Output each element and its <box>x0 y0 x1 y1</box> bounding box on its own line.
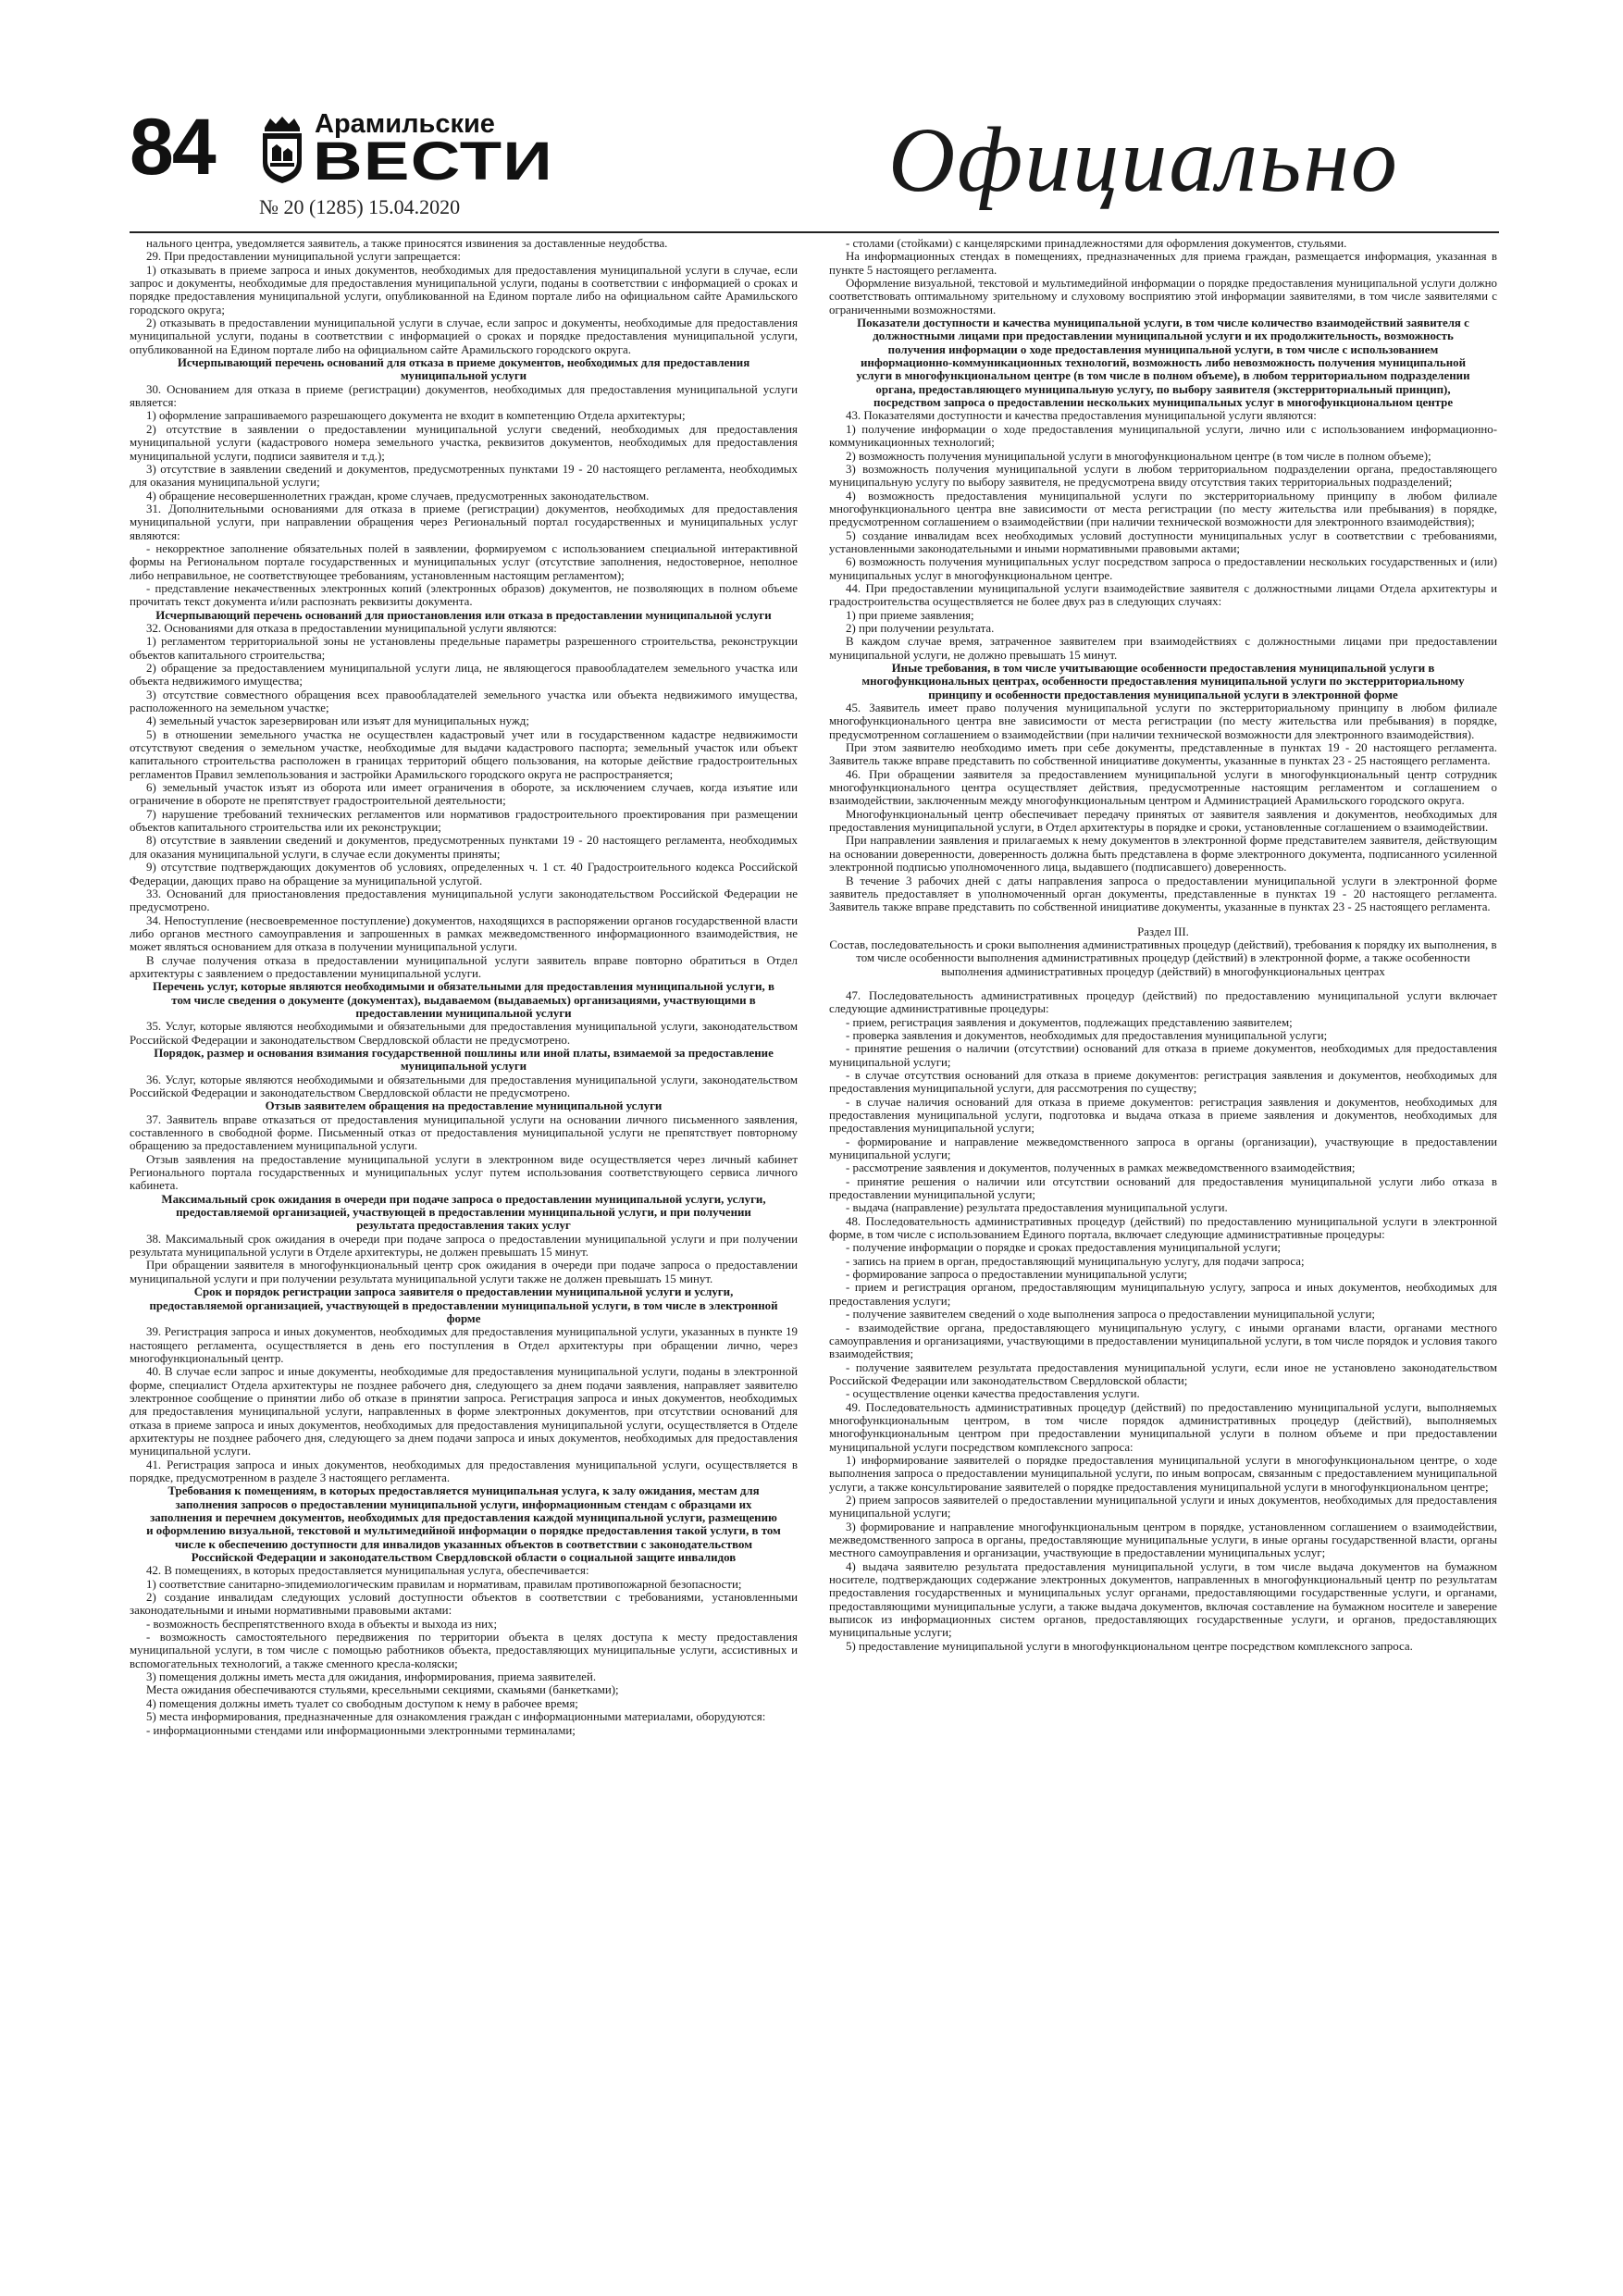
paragraph: 38. Максимальный срок ожидания в очереди при подаче запроса о предоставлении муниципальной услуги и при получении результата муниципальной услуги в Отделе архитектуры, не должен превышать 15 минут. <box>130 1232 798 1260</box>
paragraph: 6) земельный участок изъят из оборота или имеет ограничения в обороте, за исключением случаев, когда изъятие или ограничение в обороте не препятствует градостроительной деятельности; <box>130 781 798 808</box>
paragraph: - возможность самостоятельного передвижения по территории объекта в целях доступа к месту предоставления муниципальной услуги, в том числе с помощью работников объекта, предоставляющих муниципальные услуги, ассистивных и вспомогательных технологий, а также сменного кресла-коляски; <box>130 1631 798 1670</box>
paragraph: Оформление визуальной, текстовой и мультимедийной информации о порядке предоставления муниципальной услуги должно соответствовать оптимальному зрительному и слуховому восприятию этой информации заявителями, в том числе заявителями с ограниченными возможностями. <box>829 277 1497 316</box>
header-divider <box>130 231 1499 233</box>
logo-title-small: Арамильские <box>315 109 495 139</box>
paragraph: - прием, регистрация заявления и документов, подлежащих представлению заявителем; <box>846 1015 1293 1029</box>
paragraph: При обращении заявителя в многофункциональный центр срок ожидания в очереди при подаче запроса о предоставлении муниципальной услуги и при получении результата муниципальной услуги также не должен превышать 15 минут. <box>130 1259 798 1285</box>
paragraph: 2) обращение за предоставлением муниципальной услуги лица, не являющегося правообладателем земельного участка или объекта недвижимого имущества; <box>130 662 798 689</box>
section-heading: Показатели доступности и качества муниципальной услуги, в том числе количество взаимодействий заявителя с должностными лицами при предоставлении муниципальной услуги и их продолжительность, возможность получения информации о ходе предоставления муниципальной услуги, в том числе с использованием информационно-коммуникационных технологий, возможность либо невозможность получения муниципальной услуги в многофункциональном центре (в том числе в полном объеме), в любом территориальном подразделении органа, предоставляющего муниципальную услугу, по выбору заявителя (экстерриториальный принцип), посредством запроса о предоставлении нескольких муниципальных услуг в многофункциональном центре <box>856 316 1470 410</box>
section-heading: Отзыв заявителем обращения на предоставление муниципальной услуги <box>265 1099 663 1113</box>
paragraph: 30. Основанием для отказа в приеме (регистрации) документов, необходимых для предоставления муниципальной услуги является: <box>130 382 798 410</box>
section-heading: Максимальный срок ожидания в очереди при подаче запроса о предоставлении муниципальной услуги, услуги, предоставляемой организацией, участвующей в предоставлении муниципальной услуги, и при получении результата предоставления таких услуг <box>161 1192 766 1233</box>
paragraph: 3) возможность получения муниципальной услуги в любом территориальном подразделении органа, предоставляющего муниципальную услугу по выбору заявителя, не предусмотрена ввиду отсутствия таких территориальных подразделений; <box>829 462 1497 490</box>
paragraph: - выдача (направление) результата предоставления муниципальной услуги. <box>846 1201 1228 1215</box>
paragraph: 1) отказывать в приеме запроса и иных документов, необходимых для предоставления муниципальной услуги в случае, если запрос и документы, необходимые для предоставления муниципальной услуги, поданы в соответствии с информацией о сроках и порядке предоставления муниципальной услуги, опубликованной на Едином портале либо на официальном сайте Арамильского городского округа; <box>130 263 798 316</box>
paragraph: В каждом случае время, затраченное заявителем при взаимодействиях с должностными лицами при предоставлении муниципальной услуги, не должно превышать 15 минут. <box>829 635 1497 662</box>
paragraph: 1) регламентом территориальной зоны не установлены предельные параметры разрешенного строительства, реконструкции объектов капитального строительства; <box>130 635 798 662</box>
paragraph: 33. Оснований для приостановления предоставления муниципальной услуги законодательством Российской Федерации не предусмотрено. <box>130 887 798 914</box>
paragraph: 4) выдача заявителю результата предоставления муниципальной услуги, в том числе выдача документов на бумажном носителе, подтверждающих содержание электронных документов, направленных в многофункциональный центр по результатам предоставления государственных и муниципальных услуг органами, предоставляющими государственные услуги, и органами, предоставляющими муниципальные услуги, а также выдача документов, включая составление на бумажном носителе и заверение выписок из информационных систем органов, предоставляющих государственные услуги, и органов, предоставляющих муниципальные услуги; <box>829 1559 1497 1640</box>
paragraph: 6) возможность получения муниципальных услуг посредством запроса о предоставлении нескольких государственных и (или) муниципальных услуг в многофункциональном центре. <box>829 555 1497 582</box>
paragraph: - в случае наличия оснований для отказа в приеме документов: регистрация заявления и документов, необходимых для предоставления муниципальной услуги, подготовка и выдача отказа в приеме заявления и документов, необходимых для предоставления муниципальной услуги; <box>829 1095 1497 1136</box>
page-number: 84 <box>130 103 215 192</box>
paragraph: 43. Показателями доступности и качества предоставления муниципальной услуги являются: <box>846 409 1317 423</box>
paragraph: При направлении заявления и прилагаемых к нему документов в электронной форме представителем заявителя, действующим на основании доверенности, доверенность должна быть представлена в форме электронного документа, подписанного усиленной электронной подписью уполномоченного лица, выдавшего (подписавшего) доверенность. <box>829 834 1497 875</box>
paragraph: 48. Последовательность административных процедур (действий) по предоставлению муниципальной услуги в электронной форме, в том числе с использованием Единого портала, включает следующие административные процедуры: <box>829 1214 1497 1242</box>
paragraph: 9) отсутствие подтверждающих документов об условиях, определенных ч. 1 ст. 40 Градостроительного кодекса Российской Федерации, дающих право на обращение за муниципальной услугой. <box>130 861 798 887</box>
paragraph: - осуществление оценки качества предоставления услуги. <box>846 1387 1140 1401</box>
paragraph: 5) создание инвалидам всех необходимых условий доступности муниципальных услуг в соответствии с требованиями, установленными законодательными и иными нормативными правовыми актами; <box>829 528 1497 555</box>
paragraph: 1) соответствие санитарно-эпидемиологическим правилам и нормативам, правилам противопожарной безопасности; <box>146 1577 742 1591</box>
logo-title-main: ВЕСТИ <box>313 131 554 192</box>
paragraph: - принятие решения о наличии или отсутствии оснований для предоставления муниципальной услуги либо отказа в предоставлении муниципальной услуги; <box>829 1174 1497 1202</box>
paragraph: 35. Услуг, которые являются необходимыми и обязательными для предоставления муниципальной услуги, законодательством Российской Федерации и законодательством Свердловской области не предусмотрено. <box>130 1020 798 1047</box>
page-header <box>130 100 1499 230</box>
paragraph: - информационными стендами или информационными электронными терминалами; <box>146 1723 576 1737</box>
paragraph: 39. Регистрация запроса и иных документов, необходимых для предоставления муниципальной услуги, указанных в пункте 19 настоящего регламента, осуществляется в день его поступления в Отдел архитектуры при обращении лично, через многофункциональный центр. <box>130 1325 798 1365</box>
paragraph: 2) создание инвалидам следующих условий доступности объектов в соответствии с требованиями, установленными законодательными и иными нормативными правовыми актами: <box>130 1591 798 1618</box>
article-column-left <box>130 237 798 2217</box>
paragraph: - принятие решения о наличии (отсутствии) оснований для отказа в приеме документов, необходимых для предоставления муниципальной услуги; <box>829 1042 1497 1069</box>
paragraph: 40. В случае если запрос и иные документы, необходимые для предоставления муниципальной услуги, поданы в электронной форме, специалист Отдела архитектуры не позднее рабочего дня, следующего за днем подачи заявления, направляет заявителю электронное сообщение о принятии либо об отказе в принятии запроса. Регистрация запроса и иных документов, необходимых для предоставления муниципальной услуги, направленных в форме электронных документов, при отсутствии оснований для отказа в приеме запроса и иных документов, необходимых для предоставления муниципальной услуги, осуществляется в Отделе архитектуры не позднее рабочего дня, следующего за днем подачи запроса и иных документов, необходимых для предоставления муниципальной услуги. <box>130 1365 798 1458</box>
centered-heading: Состав, последовательность и сроки выполнения административных процедур (действий), требования к порядку их выполнения, в том числе особенности выполнения административных процедур (действий) в электронной форме, а также особенности выполнения административных процедур (действий) в многофункциональных центрах <box>829 937 1497 978</box>
paragraph: - рассмотрение заявления и документов, полученных в рамках межведомственного взаимодействия; <box>846 1161 1356 1175</box>
paragraph: 5) места информирования, предназначенные для ознакомления граждан с информационными материалами, оборудуются: <box>146 1710 766 1724</box>
paragraph: - проверка заявления и документов, необходимых для предоставления муниципальной услуги; <box>846 1028 1328 1042</box>
paragraph: 3) формирование и направление многофункциональным центром в порядке, установленном соглашением о взаимодействии, межведомственного запроса в органы, предоставляющие муниципальные услуги, в иные органы государственной власти, органы местного самоуправления и организации, участвующие в предоставлении муниципальных услуг; <box>829 1520 1497 1560</box>
paragraph: 4) помещения должны иметь туалет со свободным доступом к нему в рабочее время; <box>146 1696 578 1710</box>
paragraph: 41. Регистрация запроса и иных документов, необходимых для предоставления муниципальной услуги, осуществляется в порядке, предусмотренном в разделе 3 настоящего регламента. <box>130 1458 798 1484</box>
paragraph: 3) отсутствие в заявлении сведений и документов, предусмотренных пунктами 19 - 20 настоящего регламента, необходимых для оказания муниципальной услуги; <box>130 462 798 490</box>
paragraph: 1) получение информации о ходе предоставления муниципальной услуги, лично или с использованием информационно-коммуникационных технологий; <box>829 422 1497 450</box>
paragraph: 2) отказывать в предоставлении муниципальной услуги в случае, если запрос и документы, необходимые для предоставления муниципальной услуги, поданы в соответствии с информацией о сроках и порядке предоставления муниципальной услуги, опубликованной на Едином портале либо на официальном сайте Арамильского городского округа. <box>130 316 798 356</box>
article-column-right <box>829 237 1497 2217</box>
paragraph: 47. Последовательность административных процедур (действий) по предоставлению муниципальной услуги включает следующие административные процедуры: <box>829 988 1497 1016</box>
paragraph: нального центра, уведомляется заявитель, а также приносятся извинения за доставленные неудобства. <box>146 237 668 250</box>
section-heading: Требования к помещениям, в которых предоставляется муниципальная услуга, к залу ожидания, местам для заполнения запросов о предоставлении муниципальной услуги, информационным стендам с образцами их заполнения и перечнем документов, необходимых для предоставления каждой муниципальной услуги, размещению и оформлению визуальной, текстовой и мультимедийной информации о порядке предоставления такой услуги, в том числе к обеспечению доступности для инвалидов указанных объектов в соответствии с законодательством Российской Федерации и законодательством Свердловской области о социальной защите инвалидов <box>146 1484 781 1565</box>
paragraph: - некорректное заполнение обязательных полей в заявлении, формируемом с использованием специальной интерактивной формы на Региональном портале государственных и муниципальных услуг (отсутствие заполнения, недостоверное, неполное либо неправильное, не соответствующее требованиям, установленным настоящим регламентом); <box>130 541 798 582</box>
paragraph: - в случае отсутствия оснований для отказа в приеме документов: регистрация заявления и документов, необходимых для предоставления муниципальной услуги, для рассмотрения по существу; <box>829 1068 1497 1096</box>
paragraph: - получение заявителем сведений о ходе выполнения запроса о предоставлении муниципальной услуги; <box>846 1308 1375 1322</box>
paragraph: 3) отсутствие совместного обращения всех правообладателей земельного участка или объекта недвижимого имущества, расположенного на земельном участке; <box>130 688 798 715</box>
paragraph: На информационных стендах в помещениях, предназначенных для приема граждан, размещается информация, указанная в пункте 5 настоящего регламента. <box>829 250 1497 277</box>
paragraph: - получение заявителем результата предоставления муниципальной услуги, если иное не установлено законодательством Российской Федерации или законодательством Свердловской области; <box>829 1360 1497 1387</box>
paragraph: - столами (стойками) с канцелярскими принадлежностями для оформления документов, стульями. <box>846 237 1347 250</box>
paragraph: - формирование и направление межведомственного запроса в органы (организации), участвующие в предоставлении муниципальной услуги; <box>829 1135 1497 1162</box>
paragraph: - возможность беспрепятственного входа в объекты и выхода из них; <box>146 1617 498 1631</box>
paragraph: 42. В помещениях, в которых предоставляется муниципальная услуга, обеспечивается: <box>146 1564 589 1578</box>
coat-of-arms-icon <box>259 115 305 185</box>
paragraph: 8) отсутствие в заявлении сведений и документов, предусмотренных пунктами 19 - 20 настоящего регламента, необходимых для оказания муниципальной услуги, в случае если документы приняты; <box>130 834 798 861</box>
paragraph: 45. Заявитель имеет право получения муниципальной услуги по экстерриториальному принципу в любом филиале многофункционального центра вне зависимости от места регистрации (по месту жительства или пребывания) в порядке, предусмотренном соглашением о взаимодействии (при наличии технической возможности для электронного взаимодействия). <box>829 701 1497 741</box>
section-heading: Иные требования, в том числе учитывающие особенности предоставления муниципальной услуги в многофункциональных центрах, особенности предоставления муниципальной услуги по экстерриториальному принципу и особенности предоставления муниципальной услуги в электронной форме <box>861 662 1465 701</box>
paragraph: 44. При предоставлении муниципальной услуги взаимодействие заявителя с должностными лицами Отдела архитектуры и градостроительства осуществляется не более двух раз в следующих случаях: <box>829 581 1497 609</box>
paragraph: 4) земельный участок зарезервирован или изъят для муниципальных нужд; <box>146 714 529 728</box>
paragraph: 1) информирование заявителей о порядке предоставления муниципальной услуги в многофункциональном центре, о ходе выполнения запроса о предоставлении муниципальной услуги, по иным вопросам, связанным с предоставлением муниципальной услуги, а также консультирование заявителей о порядке предоставления муниципальной услуги в многофункциональном центре; <box>829 1453 1497 1494</box>
paragraph: При этом заявителю необходимо иметь при себе документы, представленные в пунктах 19 - 20 настоящего регламента. Заявитель также вправе представить по собственной инициативе документы, указанные в пунктах 23 - 25 настоящего регламента. <box>829 741 1497 768</box>
paragraph: 3) помещения должны иметь места для ожидания, информирования, приема заявителей. <box>146 1670 597 1684</box>
paragraph: 46. При обращении заявителя за предоставлением муниципальной услуги в многофункциональный центр сотрудник многофункционального центра осуществляет действия, предусмотренные настоящим регламентом и соглашением о взаимодействии, заключенным между многофункциональным центром и Администрацией Арамильского городского округа. <box>829 767 1497 808</box>
paragraph: Многофункциональный центр обеспечивает передачу принятых от заявителя заявления и документов, необходимых для предоставления муниципальной услуги, в Отдел архитектуры в порядке и сроки, установленные соглашением о взаимодействии. <box>829 807 1497 835</box>
paragraph: В случае получения отказа в предоставлении муниципальной услуги заявитель вправе повторно обратиться в Отдел архитектуры с заявлением о предоставлении муниципальной услуги. <box>130 953 798 980</box>
issue-info: № 20 (1285) 15.04.2020 <box>259 195 461 218</box>
paragraph: 5) в отношении земельного участка не осуществлен кадастровый учет или в государственном кадастре недвижимости отсутствуют сведения о земельном участке, необходимые для выдачи кадастрового паспорта; земельный участок или объект капитального строительства расположен в границах территорий общего пользования, на которые действие градостроительных регламентов Правил землепользования и застройки Арамильского городского округа не распространяется; <box>130 727 798 781</box>
section-heading: Исчерпывающий перечень оснований для отказа в приеме документов, необходимых для предоставления муниципальной услуги <box>177 356 750 383</box>
paragraph: 1) оформление запрашиваемого разрешающего документа не входит в компетенцию Отдела архитектуры; <box>146 409 686 423</box>
paragraph: 2) прием запросов заявителей о предоставлении муниципальной услуги и иных документов, необходимых для предоставления муниципальной услуги; <box>829 1493 1497 1520</box>
paragraph: 4) возможность предоставления муниципальной услуги по экстерриториальному принципу в любом филиале многофункционального центра вне зависимости от места регистрации (по месту жительства или пребывания) в порядке, предусмотренном соглашением о взаимодействии (при наличии технической возможности для электронного взаимодействия); <box>829 489 1497 529</box>
paragraph: 5) предоставление муниципальной услуги в многофункциональном центре посредством комплексного запроса. <box>846 1639 1413 1653</box>
paragraph: - получение информации о порядке и сроках предоставления муниципальной услуги; <box>846 1241 1282 1255</box>
paragraph: 32. Основаниями для отказа в предоставлении муниципальной услуги являются: <box>146 621 557 635</box>
paragraph: 34. Непоступление (несвоевременное поступление) документов, находящихся в распоряжении органов государственной власти либо органов местного самоуправления и запрошенных в рамках межведомственного информационного взаимодействия, не может являться основанием для отказа в получении муниципальной услуги. <box>130 913 798 954</box>
paragraph: 2) при получении результата. <box>846 621 995 635</box>
paragraph: - формирование запроса о предоставлении муниципальной услуги; <box>846 1268 1188 1282</box>
paragraph: Места ожидания обеспечиваются стульями, кресельными секциями, скамьями (банкетками); <box>146 1683 619 1697</box>
paragraph: 2) отсутствие в заявлении о предоставлении муниципальной услуги сведений, необходимых для предоставления муниципальной услуги (кадастрового номера земельного участка, реквизитов документов, необходимых для предоставления муниципальной услуги, подписи заявителя и т.д.); <box>130 422 798 463</box>
paragraph: 37. Заявитель вправе отказаться от предоставления муниципальной услуги на основании личного письменного заявления, составленного в свободной форме. Письменный отказ от предоставления муниципальной услуги не препятствует повторному обращению за предоставлением муниципальной услуги. <box>130 1112 798 1153</box>
paragraph: 4) обращение несовершеннолетних граждан, кроме случаев, предусмотренных законодательством. <box>146 489 650 503</box>
paragraph: 36. Услуг, которые являются необходимыми и обязательными для предоставления муниципальной услуги, законодательством Российской Федерации и законодательством Свердловской области не предусмотрено. <box>130 1073 798 1099</box>
paragraph: 49. Последовательность административных процедур (действий) по предоставлению муниципальной услуги, выполняемых многофункциональным центром, в том числе порядок административных процедур (действий), выполняемых многофункциональным центром при предоставлении муниципальной услуги в полном объеме и при предоставлении муниципальной услуги посредством комплексного запроса: <box>829 1400 1497 1454</box>
section-heading: Перечень услуг, которые являются необходимыми и обязательными для предоставления муниципальной услуги, в том числе сведения о документе (документах), выдаваемом (выдаваемых) организациями, участвующими в предоставлении муниципальной услуги <box>153 980 774 1020</box>
paragraph: В течение 3 рабочих дней с даты направления запроса о предоставлении муниципальной услуги в электронной форме заявитель предоставляет в уполномоченный орган документы, представленные в пунктах 19 - 20 настоящего регламента. Заявитель также вправе представить по собственной инициативе документы, указанные в пунктах 23 - 25 настоящего регламента. <box>829 874 1497 914</box>
centered-heading: Раздел III. <box>1137 925 1189 938</box>
paragraph: 7) нарушение требований технических регламентов или нормативов градостроительного проектирования при размещении объектов капитального строительства или их реконструкции; <box>130 807 798 835</box>
section-heading: Срок и порядок регистрации запроса заявителя о предоставлении муниципальной услуги и услуги, предоставляемой организацией, участвующей в предоставлении муниципальной услуги, в том числе в электронной форме <box>149 1285 778 1325</box>
section-title: Официально <box>888 108 1399 211</box>
newspaper-logo[interactable] <box>259 107 611 192</box>
paragraph: Отзыв заявления на предоставление муниципальной услуги в электронном виде осуществляется через личный кабинет Регионального портала государственных и муниципальных услуг путем использования соответствующего сервиса личного кабинета. <box>130 1152 798 1193</box>
paragraph: 29. При предоставлении муниципальной услуги запрещается: <box>146 250 461 264</box>
paragraph: - представление некачественных электронных копий (электронных образов) документов, не позволяющих в полном объеме прочитать текст документа и/или распознать реквизиты документа. <box>130 581 798 609</box>
paragraph: - взаимодействие органа, предоставляющего муниципальную услугу, с иными органами власти, органами местного самоуправления и организациями, участвующими в предоставлении муниципальной услуги, в том числе порядок и условия такого взаимодействия; <box>829 1321 1497 1361</box>
section-heading: Порядок, размер и основания взимания государственной пошлины или иной платы, взимаемой за предоставление муниципальной услуги <box>154 1046 774 1074</box>
paragraph: - запись на прием в орган, предоставляющий муниципальную услугу, для подачи запроса; <box>846 1254 1305 1268</box>
paragraph: 2) возможность получения муниципальной услуги в многофункциональном центре (в том числе в полном объеме); <box>846 449 1431 463</box>
paragraph: 31. Дополнительными основаниями для отказа в приеме (регистрации) документов, необходимых для предоставления муниципальной услуги, при направлении обращения через Региональный портал государственных и муниципальных услуг являются: <box>130 502 798 542</box>
paragraph: 1) при приеме заявления; <box>846 608 974 622</box>
paragraph: - прием и регистрация органом, предоставляющим муниципальную услугу, запроса и иных документов, необходимых для предоставления услуги; <box>829 1281 1497 1308</box>
section-heading: Исчерпывающий перечень оснований для приостановления или отказа в предоставлении муниципальной услуги <box>155 608 772 622</box>
